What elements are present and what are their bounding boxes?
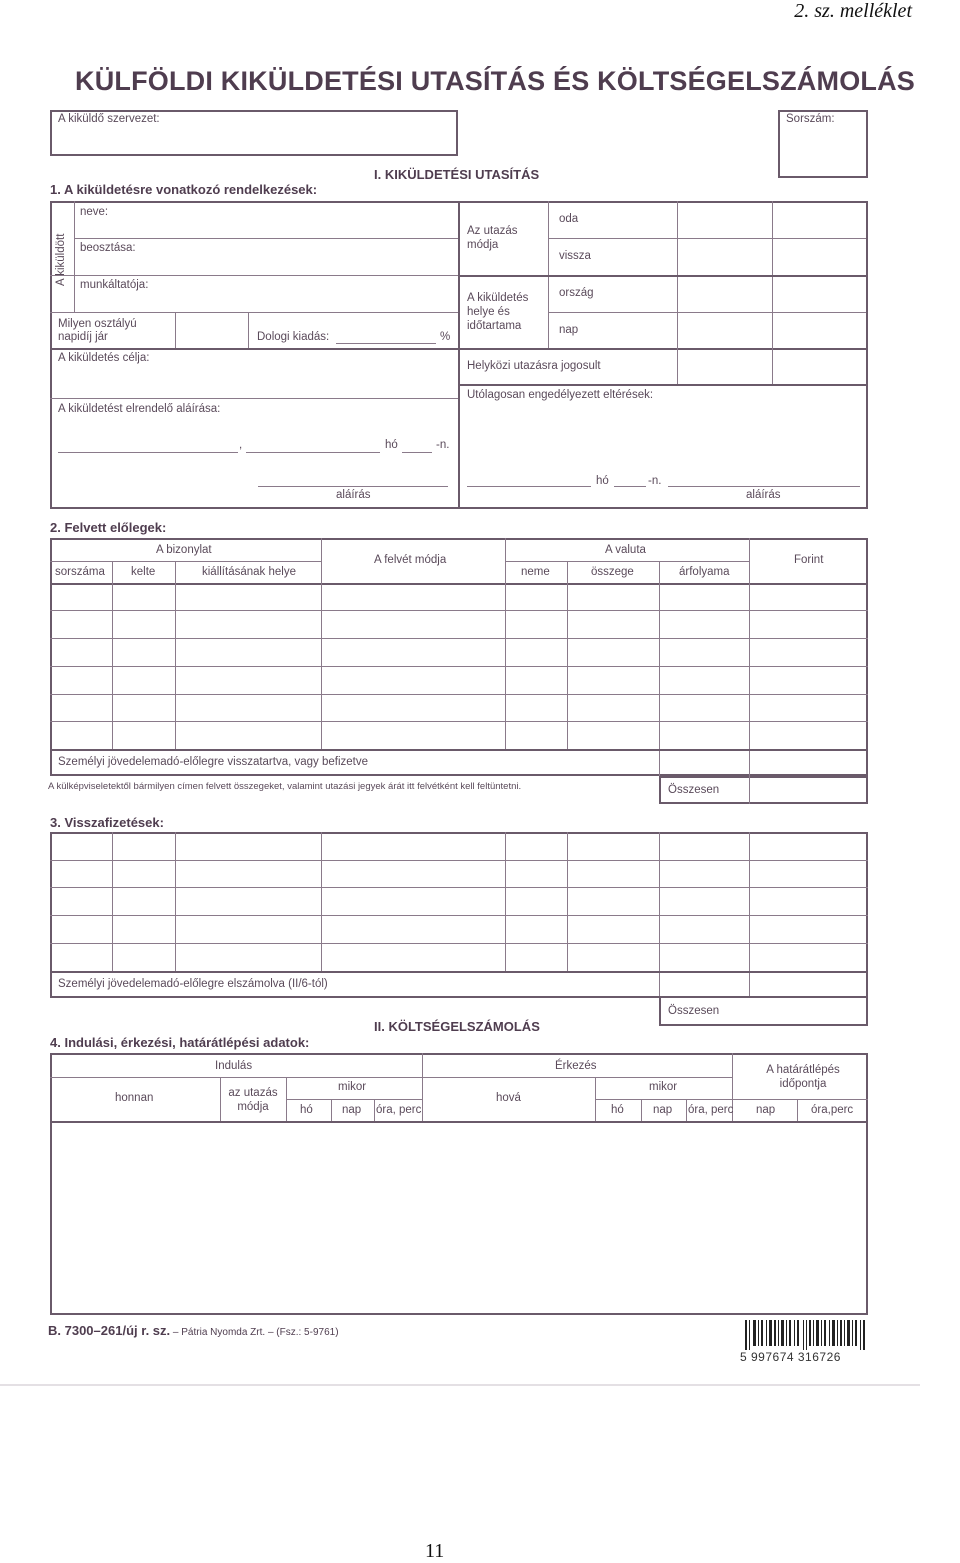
annex-label: 2. sz. melléklet bbox=[794, 0, 912, 22]
header-line bbox=[595, 1099, 868, 1100]
row-line bbox=[458, 275, 868, 277]
col-line bbox=[641, 1099, 642, 1121]
nth-label: -n. bbox=[436, 439, 450, 451]
date-line bbox=[402, 452, 432, 453]
border-day: nap bbox=[756, 1104, 776, 1116]
per-diem-label: Milyen osztályú napidíj jár bbox=[58, 318, 137, 343]
name-label: neve: bbox=[80, 206, 109, 218]
dep-month: hó bbox=[300, 1104, 313, 1116]
row-line bbox=[548, 238, 866, 239]
row-line bbox=[50, 348, 458, 350]
col-line bbox=[567, 832, 568, 971]
barcode-icon bbox=[745, 1320, 867, 1350]
row-line bbox=[50, 749, 868, 751]
row-line bbox=[50, 398, 458, 399]
header-line bbox=[50, 561, 322, 562]
to-header: hová bbox=[496, 1092, 521, 1104]
dep-hour: óra, perc bbox=[376, 1104, 422, 1116]
receipt-mode-header: A felvét módja bbox=[374, 554, 447, 566]
place-duration-label: A kiküldetés helye és időtartama bbox=[467, 292, 529, 332]
form-code-number: B. 7300–261/új r. sz. bbox=[48, 1323, 171, 1338]
serial-label: Sorszám: bbox=[786, 113, 835, 125]
col-line bbox=[505, 538, 506, 749]
row-line bbox=[50, 638, 868, 639]
side-col-line bbox=[74, 201, 75, 312]
header-line bbox=[286, 1099, 422, 1100]
barcode-number: 5 997674 316726 bbox=[740, 1350, 841, 1364]
col-line bbox=[112, 832, 113, 971]
col-line bbox=[321, 832, 322, 971]
col-line bbox=[175, 312, 176, 348]
page-number: 11 bbox=[425, 1540, 445, 1562]
comma: , bbox=[239, 439, 243, 451]
date-line bbox=[614, 486, 646, 487]
col-date: kelte bbox=[131, 566, 156, 578]
nth-label-2: -n. bbox=[648, 475, 662, 487]
form-code bbox=[48, 1323, 339, 1338]
material-label: Dologi kiadás: bbox=[257, 331, 330, 343]
arr-hour: óra, perc bbox=[688, 1104, 734, 1116]
local-travel-label: Helyközi utazásra jogosult bbox=[467, 360, 601, 372]
col-line bbox=[749, 776, 750, 804]
col-line bbox=[797, 1099, 798, 1121]
row-line bbox=[458, 348, 868, 350]
row-line bbox=[50, 971, 868, 973]
date-line bbox=[246, 452, 380, 453]
row-line bbox=[458, 384, 868, 386]
border-hour: óra,perc bbox=[811, 1104, 854, 1116]
month-label: hó bbox=[385, 439, 398, 451]
col-rate: árfolyama bbox=[679, 566, 730, 578]
month-label-2: hó bbox=[596, 475, 609, 487]
col-line bbox=[659, 561, 660, 802]
repayments-total-label: Összesen bbox=[668, 1005, 720, 1017]
row-line bbox=[50, 694, 868, 695]
col-line bbox=[422, 1053, 423, 1121]
signature-label-2: aláírás bbox=[746, 489, 781, 501]
col-issue-place: kiállításának helye bbox=[202, 566, 296, 578]
currency-header: A valuta bbox=[605, 544, 646, 556]
percent-label: % bbox=[440, 331, 451, 343]
header-line bbox=[50, 583, 868, 585]
signature-label: aláírás bbox=[336, 489, 371, 501]
travel-mode-label: Az utazás módja bbox=[467, 225, 518, 251]
header-line bbox=[50, 1077, 732, 1078]
row-line bbox=[50, 943, 868, 944]
section3-title: 3. Visszafizetések: bbox=[50, 815, 164, 830]
forint-header: Forint bbox=[794, 554, 824, 566]
there-label: oda bbox=[559, 213, 579, 225]
date-line bbox=[58, 452, 238, 453]
order-signature-label: A kiküldetést elrendelő aláírása: bbox=[58, 403, 221, 415]
col-line bbox=[331, 1099, 332, 1121]
col-line bbox=[321, 538, 322, 749]
row-line bbox=[50, 666, 868, 667]
departure-header: Indulás bbox=[215, 1060, 253, 1072]
dep-day: nap bbox=[342, 1104, 362, 1116]
when-header-2: mikor bbox=[649, 1081, 678, 1093]
row-line bbox=[50, 275, 458, 276]
col-line bbox=[175, 832, 176, 971]
tax-withheld-label: Személyi jövedelemadó-előlegre visszatartva, vagy befizetve bbox=[58, 756, 369, 768]
row-line bbox=[50, 860, 868, 861]
section1-title: 1. A kiküldetésre vonatkozó rendelkezések: bbox=[50, 182, 318, 197]
section2-title: 2. Felvett előlegek: bbox=[50, 520, 167, 535]
printer-info: – Pátria Nyomda Zrt. – (Fsz.: 5-9761) bbox=[170, 1327, 339, 1338]
advances-total-label: Összesen bbox=[668, 784, 720, 796]
purpose-label: A kiküldetés célja: bbox=[58, 352, 150, 364]
voucher-header: A bizonylat bbox=[156, 544, 212, 556]
row-line bbox=[50, 312, 458, 313]
col-line bbox=[749, 538, 750, 802]
arr-day: nap bbox=[653, 1104, 673, 1116]
country-label: ország bbox=[559, 287, 594, 299]
col-line bbox=[248, 312, 249, 348]
col-line bbox=[505, 832, 506, 971]
border-header: A határátlépés időpontja bbox=[766, 1064, 840, 1090]
position-label: beosztása: bbox=[80, 242, 136, 254]
arrival-header: Érkezés bbox=[555, 1060, 597, 1072]
date-line bbox=[467, 486, 591, 487]
when-header: mikor bbox=[338, 1081, 367, 1093]
row-line bbox=[50, 721, 868, 722]
row-line bbox=[50, 610, 868, 611]
back-label: vissza bbox=[559, 250, 591, 262]
material-underline bbox=[336, 343, 436, 344]
deviations-label: Utólagosan engedélyezett eltérések: bbox=[467, 389, 654, 401]
mode-header: az utazás módja bbox=[228, 1087, 278, 1113]
col-line bbox=[220, 1077, 221, 1121]
col-serial: sorszáma bbox=[55, 566, 105, 578]
section4-title: 4. Indulási, érkezési, határátlépési adatok: bbox=[50, 1035, 310, 1050]
signature-line bbox=[258, 486, 448, 487]
side-label: A kiküldött bbox=[55, 233, 67, 286]
section1-divider bbox=[458, 201, 460, 509]
col-line bbox=[772, 348, 773, 384]
org-label: A kiküldő szervezet: bbox=[58, 113, 160, 125]
col-line bbox=[686, 1099, 687, 1121]
header-line bbox=[505, 561, 749, 562]
from-header: honnan bbox=[115, 1092, 154, 1104]
part2-title: II. KÖLTSÉGELSZÁMOLÁS bbox=[374, 1019, 540, 1034]
page-edge-divider bbox=[0, 1384, 920, 1386]
col-amount: összege bbox=[591, 566, 634, 578]
col-line bbox=[677, 348, 678, 384]
row-line bbox=[548, 312, 866, 313]
col-type: neme bbox=[521, 566, 550, 578]
row-line bbox=[74, 238, 458, 239]
row-line bbox=[50, 915, 868, 916]
header-line bbox=[50, 1121, 868, 1123]
part1-title: I. KIKÜLDETÉSI UTASÍTÁS bbox=[374, 167, 540, 182]
arr-month: hó bbox=[611, 1104, 624, 1116]
form-title: KÜLFÖLDI KIKÜLDETÉSI UTASÍTÁS ÉS KÖLTSÉGELSZÁMOLÁS bbox=[75, 66, 915, 96]
col-line bbox=[374, 1099, 375, 1121]
travel-data-table bbox=[50, 1053, 868, 1315]
day-label: nap bbox=[559, 324, 579, 336]
employer-label: munkáltatója: bbox=[80, 279, 149, 291]
row-line bbox=[50, 887, 868, 888]
advances-note: A külképviseletektől bármilyen címen felvett összegeket, valamint utazási jegyek árát itt felvétként kell feltüntetni. bbox=[48, 781, 522, 792]
tax-settled-label: Személyi jövedelemadó-előlegre elszámolva (II/6-tól) bbox=[58, 978, 328, 990]
advances-table bbox=[50, 538, 868, 776]
signature-line bbox=[668, 486, 860, 487]
